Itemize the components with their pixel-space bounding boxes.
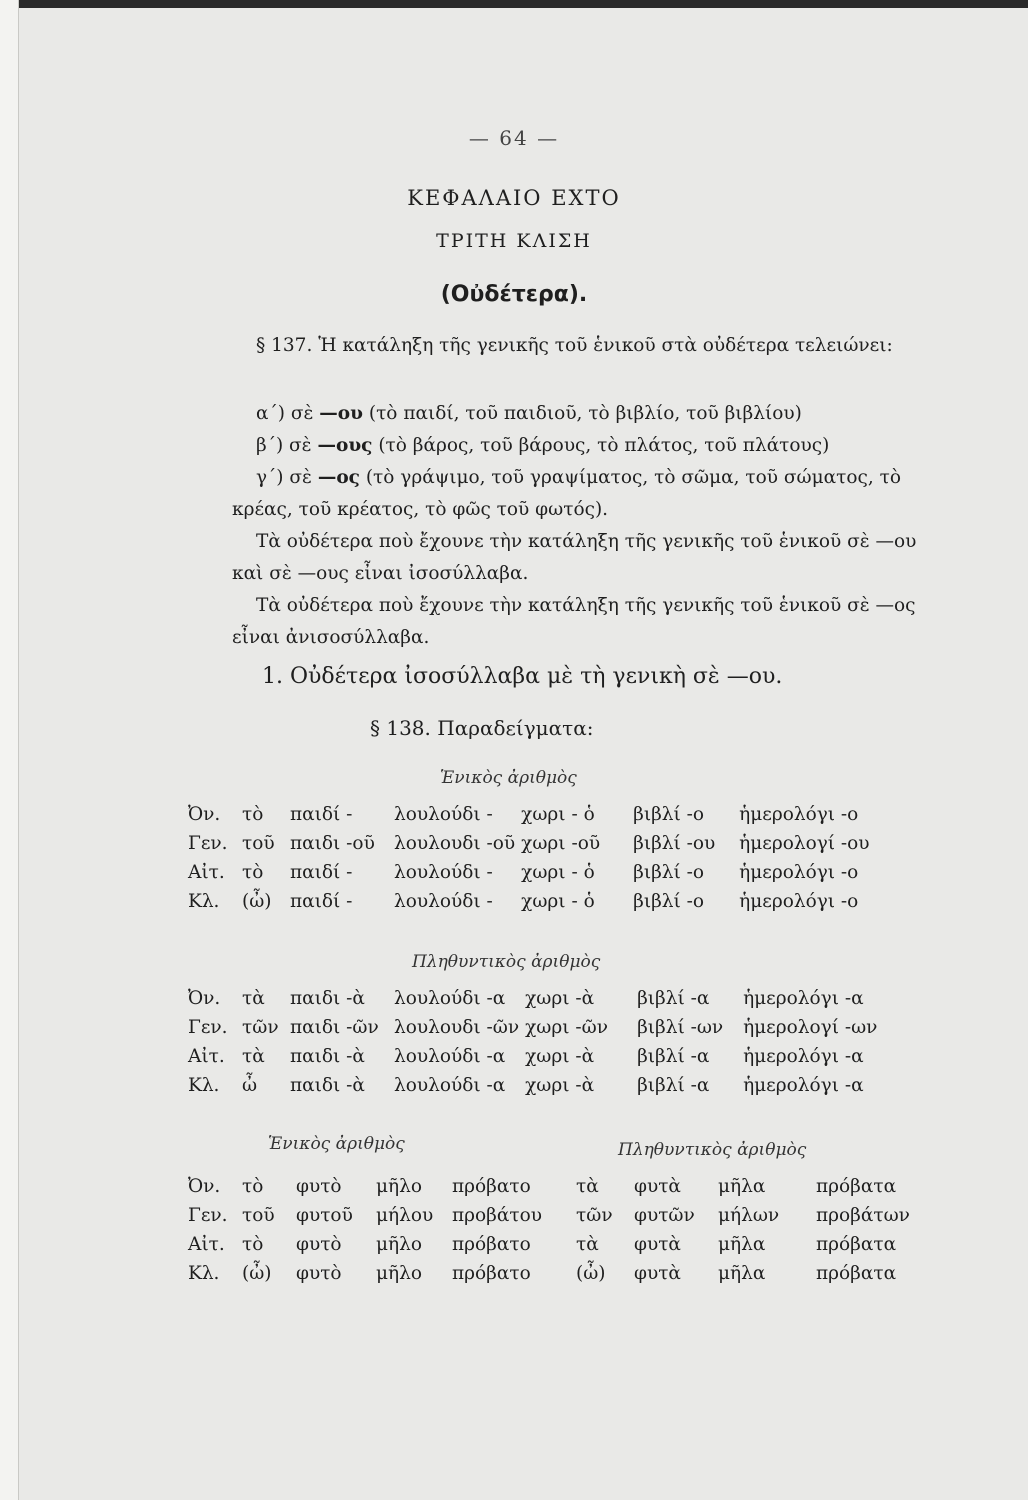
singular-row [188, 858, 895, 887]
word-form: φυτὸ [296, 1263, 342, 1284]
rule-c-prefix: γ΄) σὲ [256, 467, 318, 488]
article: τῶν [242, 1017, 279, 1038]
second-paradigm-row [188, 1230, 922, 1259]
singular-paradigm-table [188, 800, 895, 916]
case-label: Αἰτ. [188, 1046, 225, 1067]
singular-label: Ἑνικὸς ἀριθμὸς [440, 768, 577, 788]
plural-form: φυτῶν [634, 1205, 695, 1226]
plural-label-2: Πληθυντικὸς ἀριθμὸς [618, 1140, 807, 1160]
word-form: παιδι -ὰ [290, 1046, 365, 1067]
case-label: Αἰτ. [188, 1234, 225, 1255]
word-form: παιδι -ῶν [290, 1017, 379, 1038]
word-form: παιδί - [290, 891, 353, 912]
word-form: φυτὸ [296, 1234, 342, 1255]
article: (ὦ) [242, 1263, 272, 1284]
word-form: βιβλί -ο [633, 862, 705, 883]
second-paradigm-row [188, 1172, 922, 1201]
case-label: Γεν. [188, 1017, 228, 1038]
subsection-heading: 1. Οὐδέτερα ἰσοσύλλαβα μὲ τὴ γενικὴ σὲ —ου. [262, 664, 783, 689]
word-form: μήλου [376, 1205, 434, 1226]
declension-title: ΤΡΙΤΗ ΚΛΙΣΗ [436, 230, 592, 252]
singular-row [188, 829, 895, 858]
plural-article: τὰ [576, 1176, 599, 1197]
rule-a-prefix: α΄) σὲ [256, 403, 320, 424]
word-form: ἡμερολογί -ων [743, 1017, 878, 1038]
section-138-heading: § 138. Παραδείγματα: [370, 716, 594, 740]
plural-form: φυτὰ [634, 1263, 681, 1284]
word-form: βιβλί -α [637, 988, 710, 1009]
word-form: μῆλο [376, 1263, 422, 1284]
rule-c-examples: (τὸ γράψιμο, τοῦ γραψίματος, τὸ σῶμα, τοῦ σώματος, τὸ κρέας, τοῦ κρέατος, τὸ φῶς τοῦ φωτός). [232, 467, 901, 520]
word-form: ἡμερολογί -ου [739, 833, 870, 854]
article: τοῦ [242, 833, 275, 854]
article: τοῦ [242, 1205, 275, 1226]
plural-form: φυτὰ [634, 1176, 681, 1197]
plural-row [188, 1013, 899, 1042]
case-label: Ὀν. [188, 804, 221, 825]
gender-title: (Οὐδέτερα). [440, 282, 588, 307]
word-form: χωρι - ὁ [521, 891, 595, 912]
article: (ὦ) [242, 891, 272, 912]
case-label: Αἰτ. [188, 862, 225, 883]
word-form: λουλούδι - [394, 862, 493, 883]
article: τὰ [242, 1046, 265, 1067]
section-137-lead: § 137. Ἡ κατάληξη τῆς γενικῆς τοῦ ἑνικοῦ στὰ οὐδέτερα τελειώνει: [256, 335, 893, 356]
chapter-title: ΚΕΦΑΛΑΙΟ ΕΧΤΟ [407, 186, 621, 210]
word-form: λουλούδι -α [394, 988, 506, 1009]
word-form: λουλούδι - [394, 891, 493, 912]
word-form: λουλούδι -α [394, 1075, 506, 1096]
word-form: βιβλί -ων [637, 1017, 724, 1038]
singular-row [188, 800, 895, 829]
word-form: λουλουδι -ῶν [394, 1017, 520, 1038]
word-form: χωρι - ὁ [521, 804, 595, 825]
article: τὸ [242, 804, 264, 825]
rule-b-prefix: β΄) σὲ [256, 435, 318, 456]
word-form: χωρι -ῶν [525, 1017, 608, 1038]
plural-row [188, 1071, 899, 1100]
case-label: Κλ. [188, 1075, 220, 1096]
plural-form: φυτὰ [634, 1234, 681, 1255]
word-form: παιδι -ὰ [290, 988, 365, 1009]
word-form: λουλούδι - [394, 804, 493, 825]
word-form: βιβλί -α [637, 1075, 710, 1096]
word-form: βιβλί -α [637, 1046, 710, 1067]
second-paradigm-table [188, 1172, 922, 1288]
plural-form: πρόβατα [816, 1263, 897, 1284]
word-form: παιδι -οῦ [290, 833, 375, 854]
word-form: φυτοῦ [296, 1205, 353, 1226]
article: τὰ [242, 988, 265, 1009]
word-form: χωρι -ὰ [525, 988, 595, 1009]
article: ὦ [242, 1075, 258, 1096]
word-form: χωρι -ὰ [525, 1075, 595, 1096]
word-form: χωρι -οῦ [521, 833, 601, 854]
word-form: μῆλο [376, 1234, 422, 1255]
word-form: πρόβατο [452, 1263, 531, 1284]
word-form: ἡμερολόγι -ο [739, 804, 859, 825]
article: τὸ [242, 1176, 264, 1197]
word-form: λουλούδι -α [394, 1046, 506, 1067]
word-form: προβάτου [452, 1205, 542, 1226]
rule-b [256, 430, 956, 462]
singular-row [188, 887, 895, 916]
word-form: ἡμερολόγι -α [743, 1046, 864, 1067]
word-form: παιδί - [290, 804, 353, 825]
plural-form: μῆλα [718, 1176, 766, 1197]
word-form: μῆλο [376, 1176, 422, 1197]
case-label: Γεν. [188, 1205, 228, 1226]
plural-form: πρόβατα [816, 1176, 897, 1197]
word-form: ἡμερολόγι -α [743, 1075, 864, 1096]
plural-paradigm-table [188, 984, 899, 1100]
plural-article: τὰ [576, 1234, 599, 1255]
word-form: φυτὸ [296, 1176, 342, 1197]
word-form: ἡμερολόγι -ο [739, 862, 859, 883]
article: τὸ [242, 1234, 264, 1255]
plural-article: (ὦ) [576, 1263, 606, 1284]
word-form: πρόβατο [452, 1176, 531, 1197]
plural-form: μήλων [718, 1205, 780, 1226]
second-paradigm-row [188, 1259, 922, 1288]
rule-c [232, 462, 942, 526]
article: τὸ [242, 862, 264, 883]
rule-b-examples: (τὸ βάρος, τοῦ βάρους, τὸ πλάτος, τοῦ πλάτους) [372, 435, 830, 456]
word-form: παιδι -ὰ [290, 1075, 365, 1096]
case-label: Κλ. [188, 891, 220, 912]
case-label: Κλ. [188, 1263, 220, 1284]
note-isosyllabic: Τὰ οὐδέτερα ποὺ ἔχουνε τὴν κατάληξη τῆς γενικῆς τοῦ ἑνικοῦ σὲ —ου καὶ σὲ —ους εἶναι ἰσοσύλλαβα. [232, 531, 917, 584]
page-number: — 64 — [468, 126, 560, 150]
case-label: Ὀν. [188, 988, 221, 1009]
singular-label-2: Ἑνικὸς ἀριθμὸς [268, 1134, 405, 1154]
word-form: πρόβατο [452, 1234, 531, 1255]
plural-form: προβάτων [816, 1205, 910, 1226]
plural-row [188, 984, 899, 1013]
note-anisosyllabic: Τὰ οὐδέτερα ποὺ ἔχουνε τὴν κατάληξη τῆς γενικῆς τοῦ ἑνικοῦ σὲ —ος εἶναι ἀνισοσύλλαβα. [232, 595, 916, 648]
word-form: ἡμερολόγι -α [743, 988, 864, 1009]
word-form: παιδί - [290, 862, 353, 883]
rule-a-ending: —ου [319, 403, 363, 424]
word-form: βιβλί -ου [633, 833, 716, 854]
plural-form: πρόβατα [816, 1234, 897, 1255]
rule-a [256, 398, 956, 430]
plural-label: Πληθυντικὸς ἀριθμὸς [412, 952, 601, 972]
word-form: ἡμερολόγι -ο [739, 891, 859, 912]
rule-b-ending: —ους [317, 435, 373, 456]
plural-form: μῆλα [718, 1263, 766, 1284]
word-form: χωρι -ὰ [525, 1046, 595, 1067]
rule-c-ending: —ος [317, 467, 360, 488]
plural-row [188, 1042, 899, 1071]
case-label: Ὀν. [188, 1176, 221, 1197]
case-label: Γεν. [188, 833, 228, 854]
rule-a-examples: (τὸ παιδί, τοῦ παιδιοῦ, τὸ βιβλίο, τοῦ βιβλίου) [362, 403, 802, 424]
word-form: βιβλί -ο [633, 804, 705, 825]
word-form: χωρι - ὁ [521, 862, 595, 883]
plural-article: τῶν [576, 1205, 613, 1226]
second-paradigm-row [188, 1201, 922, 1230]
word-form: λουλουδι -οῦ [394, 833, 516, 854]
word-form: βιβλί -ο [633, 891, 705, 912]
plural-form: μῆλα [718, 1234, 766, 1255]
